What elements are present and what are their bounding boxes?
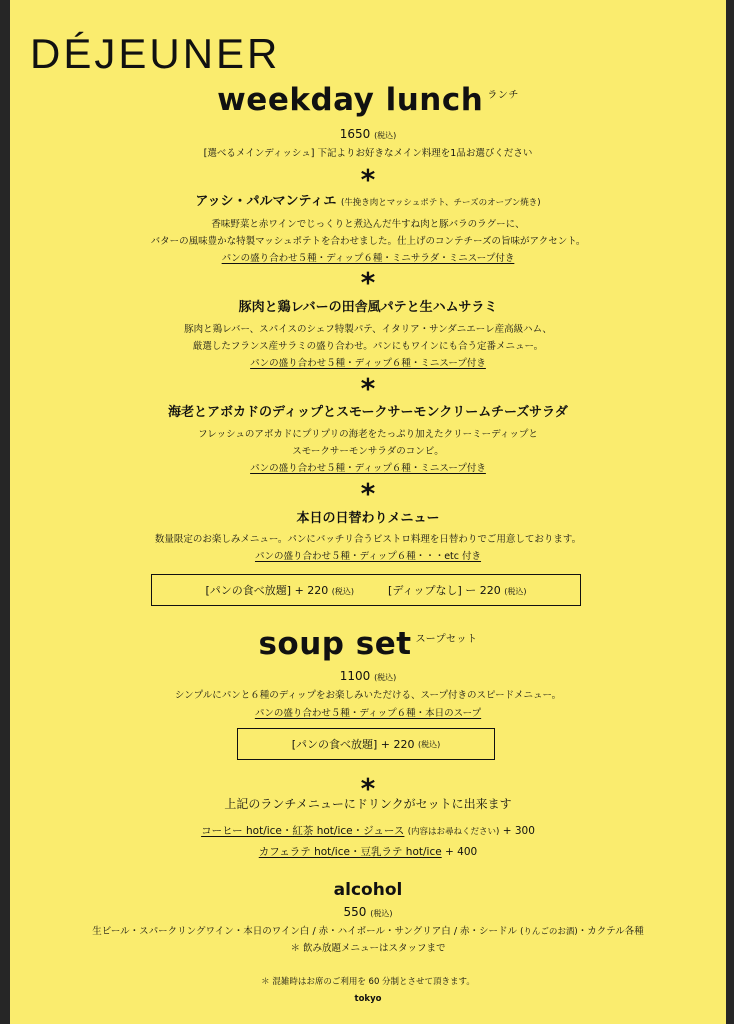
alcohol-price	[10, 905, 726, 919]
soup-side: パンの盛り合わせ５種・ディップ６種・本日のスープ	[254, 708, 482, 719]
lunch-title	[10, 82, 726, 118]
alcohol-list-b: ・カクテル各種	[577, 926, 644, 937]
separator-star: *	[360, 266, 376, 299]
soup-price-tax: (税込)	[374, 673, 397, 682]
soup-options-box	[237, 728, 495, 760]
soup-option-tax: (税込)	[418, 739, 441, 749]
option-no-dip-tax: (税込)	[504, 587, 527, 596]
lunch-options-box	[151, 574, 581, 606]
drinks-line-1-text: コーヒー hot/ice・紅茶 hot/ice・ジュース	[201, 825, 405, 837]
soup-title-text: soup set	[258, 626, 412, 662]
dish-3-desc-2: スモークサーモンサラダのコンビ。	[292, 446, 444, 457]
dish-1-desc-1: 香味野菜と赤ワインでじっくりと煮込んだ牛すね肉と豚バラのラグーに、	[211, 219, 525, 230]
alcohol-price-tax: (税込)	[370, 909, 393, 918]
drinks-line-1-note: (内容はお尋ねください)	[407, 827, 500, 837]
lunch-title-text: weekday lunch	[217, 82, 484, 118]
dish-2-name: 豚肉と鶏レバーの田舎風パテと生ハムサラミ	[238, 300, 498, 315]
option-no-dip-label: [ディップなし] ー 220	[388, 584, 501, 597]
dish-1-name: アッシ・パルマンティエ	[195, 194, 337, 209]
lunch-price	[10, 127, 726, 141]
drinks-line-2-price: + 400	[445, 846, 478, 858]
option-bread-refill-tax: (税込)	[331, 587, 355, 596]
alcohol-list-note: (りんごのお酒)	[520, 927, 578, 937]
dish-1-note: (牛挽き肉とマッシュポテト、チーズのオーブン焼き)	[340, 198, 541, 208]
soup-title-sub: スープセット	[415, 634, 478, 645]
dish-1-desc-2: バターの風味豊かな特製マッシュポテトを合わせました。仕上げのコンテチーズの旨味がアクセント。	[150, 236, 586, 247]
soup-desc: シンプルにパンと６種のディップをお楽しみいただける、スープ付きのスピードメニュー。	[174, 690, 562, 701]
dish-4-name: 本日の日替わりメニュー	[296, 511, 440, 526]
lunch-price-value: 1650	[339, 127, 371, 141]
lunch-title-sub: ランチ	[487, 90, 519, 101]
soup-price-value: 1100	[339, 669, 371, 683]
dish-3-name: 海老とアボカドのディップとスモークサーモンクリームチーズサラダ	[168, 405, 568, 420]
alcohol-free-flow: ＊ 飲み放題メニューはスタッフまで	[290, 943, 446, 954]
option-bread-refill-label: [パンの食べ放題] + 220	[205, 584, 329, 597]
dish-1-name-row	[10, 190, 726, 209]
brand-logo: DÉJEUNER	[30, 30, 281, 77]
alcohol-list	[10, 923, 726, 937]
option-no-dip	[388, 582, 526, 598]
soup-option-label: [パンの食べ放題] + 220	[291, 738, 415, 751]
dish-4-desc-1: 数量限定のお楽しみメニュー。パンにバッチリ合うビストロ料理を日替わりでご用意しております。	[154, 534, 582, 545]
alcohol-price-value: 550	[343, 905, 367, 919]
dish-1-side: パンの盛り合わせ５種・ディップ６種・ミニサラダ・ミニスープ付き	[221, 253, 515, 264]
drinks-line-2	[10, 844, 726, 859]
separator-star: *	[360, 163, 376, 196]
separator-star: *	[360, 772, 376, 805]
lunch-intro: [選べるメインディッシュ] 下記よりお好きなメイン料理を1品お選びください	[203, 148, 533, 159]
dish-3-side: パンの盛り合わせ５種・ディップ６種・ミニスープ付き	[250, 463, 486, 474]
dish-3-desc-1: フレッシュのアボカドにプリプリの海老をたっぷり加えたクリーミーディップと	[198, 429, 538, 440]
dish-2-desc-2: 厳選したフランス産サラミの盛り合わせ。パンにもワインにも合う定番メニュー。	[192, 341, 544, 352]
alcohol-title: alcohol	[333, 880, 403, 900]
drinks-line-1	[10, 823, 726, 838]
menu-page	[10, 0, 726, 1024]
option-bread-refill	[206, 582, 355, 598]
dish-2-desc-1: 豚肉と鶏レバー、スパイスのシェフ特製パテ、イタリア・サンダニエーレ産高級ハム、	[184, 324, 552, 335]
footer-location: tokyo	[354, 994, 382, 1004]
dish-2-side: パンの盛り合わせ５種・ディップ６種・ミニスープ付き	[250, 358, 486, 369]
dish-4-side: パンの盛り合わせ５種・ディップ６種・・・etc 付き	[254, 551, 482, 562]
alcohol-list-a: 生ビール・スパークリングワイン・本日のワイン白 / 赤・ハイボール・サングリア白 / 赤・シードル	[92, 926, 518, 937]
drinks-line-1-price: + 300	[502, 825, 535, 837]
separator-star: *	[360, 372, 376, 405]
lunch-price-tax: (税込)	[374, 131, 397, 140]
drinks-line-2-text: カフェラテ hot/ice・豆乳ラテ hot/ice	[258, 846, 442, 858]
footer-note: ＊ 混雑時はお席のご利用を 60 分制とさせて頂きます。	[261, 977, 475, 987]
soup-price	[10, 669, 726, 683]
soup-title	[10, 626, 726, 662]
separator-star: *	[360, 477, 376, 510]
drinks-title: 上記のランチメニューにドリンクがセットに出来ます	[224, 797, 512, 811]
